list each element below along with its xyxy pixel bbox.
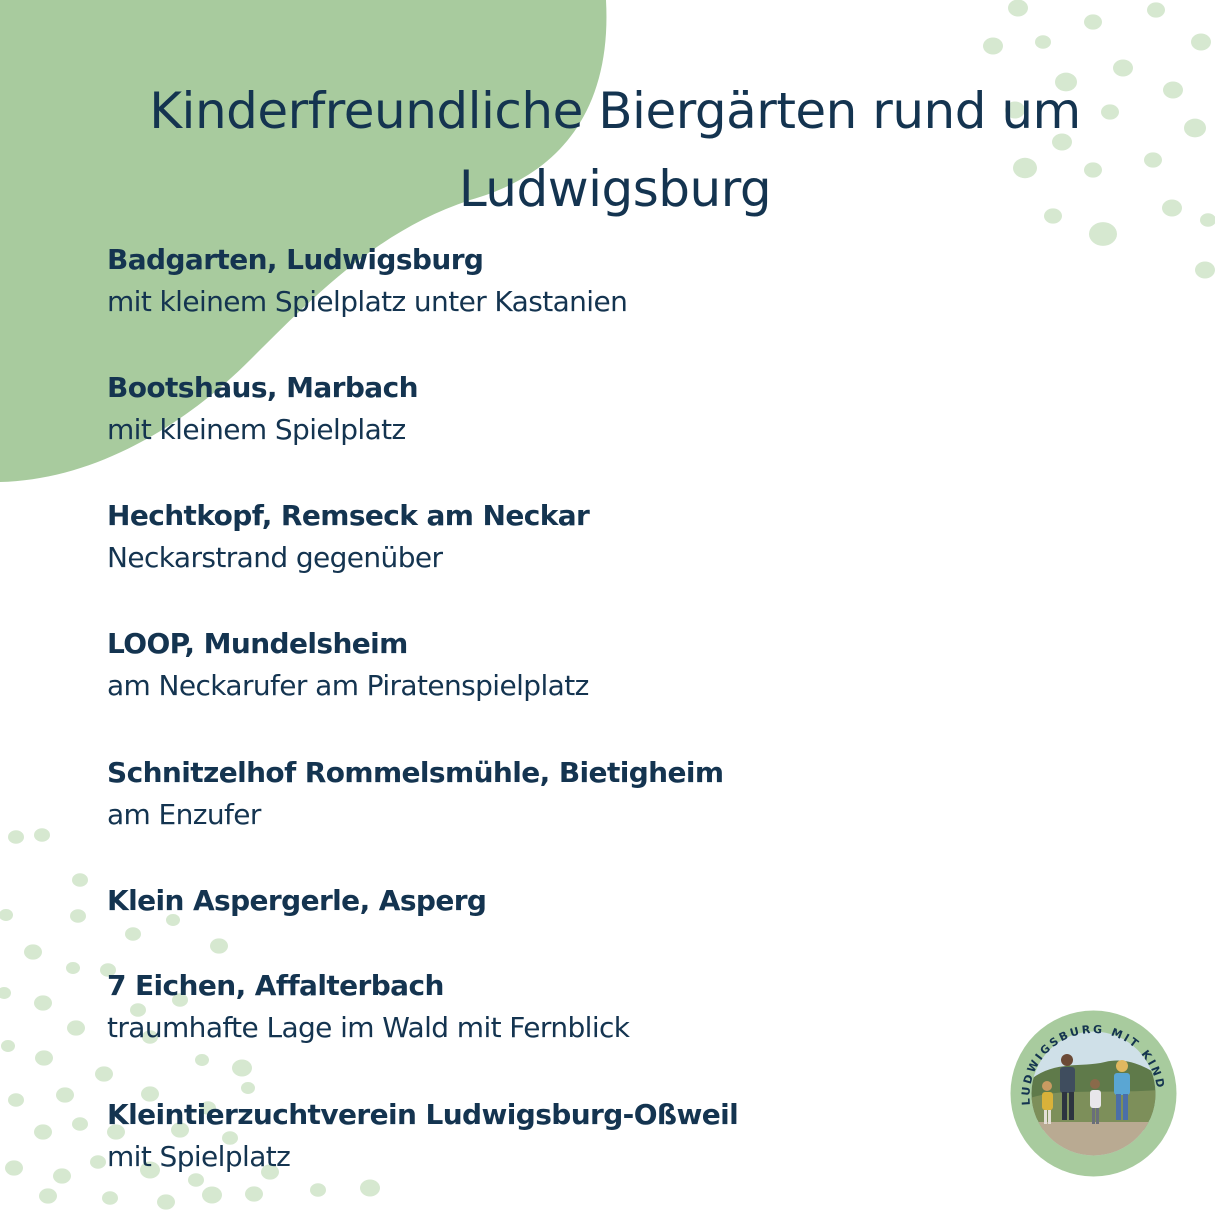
- list-item: [107, 881, 1007, 921]
- beer-garden-name: Kleintierzuchtverein Ludwigsburg-Oßweil: [107, 1098, 739, 1131]
- beer-garden-name: Schnitzelhof Rommelsmühle, Bietigheim: [107, 756, 724, 789]
- decorative-dot: [8, 830, 24, 844]
- decorative-dot: [0, 987, 11, 999]
- decorative-dot: [95, 1066, 113, 1081]
- decorative-dot: [102, 1191, 118, 1205]
- beer-garden-name: Klein Aspergerle, Asperg: [107, 884, 487, 917]
- decorative-dot: [195, 1054, 209, 1066]
- beer-garden-description: traumhafte Lage im Wald mit Fernblick: [107, 1011, 630, 1044]
- decorative-dot: [5, 1160, 23, 1175]
- title-line-1: Kinderfreundliche Biergärten rund um: [149, 82, 1081, 140]
- decorative-dot: [24, 944, 42, 959]
- decorative-dot: [66, 962, 80, 974]
- decorative-dot: [34, 995, 52, 1010]
- decorative-dot: [53, 1168, 71, 1183]
- decorative-dot: [90, 1155, 106, 1169]
- beer-garden-description: mit kleinem Spielplatz: [107, 413, 406, 446]
- decorative-dot: [125, 927, 141, 941]
- decorative-dot: [210, 938, 228, 953]
- decorative-dot: [232, 1060, 252, 1077]
- decorative-dot: [245, 1186, 263, 1201]
- decorative-dot: [34, 1124, 52, 1139]
- beer-garden-name: Badgarten, Ludwigsburg: [107, 243, 484, 276]
- decorative-dot: [202, 1187, 222, 1204]
- decorative-dot: [35, 1050, 53, 1065]
- list-item: [107, 624, 1007, 708]
- beer-garden-description: am Neckarufer am Piratenspielplatz: [107, 669, 589, 702]
- logo-text: LUDWIGSBURG MIT KIND: [1019, 1022, 1168, 1106]
- beer-garden-name: LOOP, Mundelsheim: [107, 627, 408, 660]
- decorative-dot: [310, 1183, 326, 1197]
- decorative-dot: [360, 1180, 380, 1197]
- beer-garden-description: Neckarstrand gegenüber: [107, 541, 443, 574]
- decorative-dot: [157, 1194, 175, 1209]
- list-item: [107, 496, 1007, 580]
- decorative-dot: [8, 1093, 24, 1107]
- beer-garden-description: mit kleinem Spielplatz unter Kastanien: [107, 285, 628, 318]
- decorative-dot: [39, 1188, 57, 1203]
- page-title: [60, 72, 1170, 228]
- logo-badge: [1010, 1010, 1177, 1177]
- list-item: [107, 966, 1007, 1050]
- list-item: [107, 368, 1007, 452]
- list-item: [107, 1095, 1007, 1179]
- list-item: [107, 753, 1007, 837]
- beer-garden-name: Bootshaus, Marbach: [107, 371, 418, 404]
- decorative-dot: [72, 1117, 88, 1131]
- beer-garden-description: mit Spielplatz: [107, 1140, 291, 1173]
- decorative-dot: [241, 1082, 255, 1094]
- decorative-dot: [56, 1087, 74, 1102]
- list-item: [107, 240, 1007, 324]
- title-line-2: Ludwigsburg: [458, 160, 772, 218]
- beer-garden-name: Hechtkopf, Remseck am Neckar: [107, 499, 590, 532]
- decorative-dot: [34, 828, 50, 842]
- decorative-dot: [72, 873, 88, 887]
- beer-garden-name: 7 Eichen, Affalterbach: [107, 969, 444, 1002]
- decorative-dot: [1, 1040, 15, 1052]
- decorative-dot: [0, 909, 13, 921]
- decorative-dot: [70, 909, 86, 923]
- beer-garden-description: am Enzufer: [107, 798, 261, 831]
- decorative-dot: [67, 1020, 85, 1035]
